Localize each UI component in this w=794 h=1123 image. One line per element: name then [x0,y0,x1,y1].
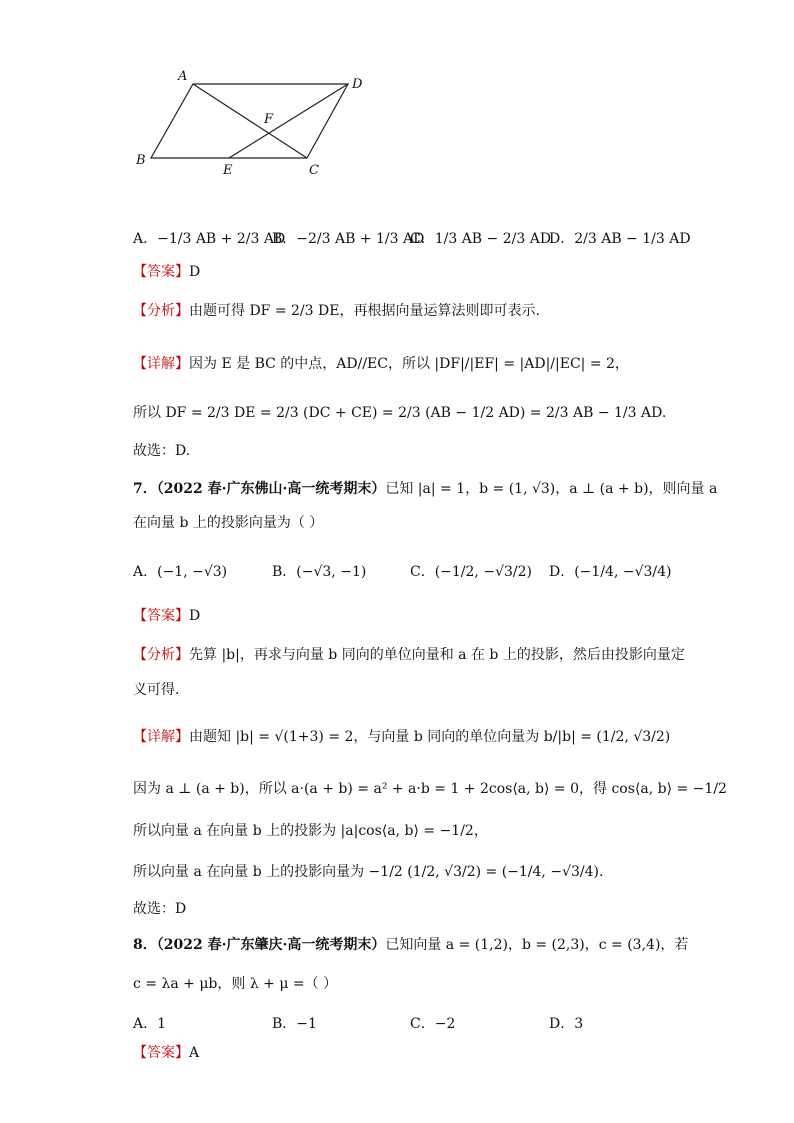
segment-de [229,84,348,158]
q6-detail-2: 所以 DF = 2/3 DE = 2/3 (DC + CE) = 2/3 (AB − 1/2 AD) = 2/3 AB − 1/3 AD. [133,405,667,421]
analysis-text: 先算 |b|，再求与向量 b 同向的单位向量和 a 在 b 上的投影，然后由投影向量定 [189,647,685,663]
q7-detail-1 [133,727,670,747]
diagonal-ac [193,84,307,158]
answer-tag: 【答案】 [133,1045,189,1061]
detail-text: 因为 E 是 BC 的中点，AD//EC，所以 |DF|/|EF| = |AD|/|EC| = 2， [189,356,629,372]
question-stem: 已知 |a| = 1，b = (1, √3)，a ⊥ (a + b)，则向量 a [385,481,718,497]
q7-conclusion: 故选：D [133,901,187,917]
question-number: 7． [133,481,157,497]
detail-tag: 【详解】 [133,356,189,372]
label-b: B [136,153,146,168]
answer-tag: 【答案】 [133,608,189,624]
q8-option-b: B．−1 [272,1016,317,1032]
q7-option-a: A．(−1, −√3) [133,564,228,580]
q6-detail-1 [133,354,629,374]
analysis-tag: 【分析】 [133,303,189,319]
q6-option-c: C．1/3 AB − 2/3 AD [410,231,552,247]
q6-conclusion: 故选：D. [133,443,191,459]
q7-detail-2: 因为 a ⊥ (a + b)，所以 a·(a + b) = a² + a·b = 1 + 2cos⟨a, b⟩ = 0，得 cos⟨a, b⟩ = −1/2 [133,781,727,797]
analysis-tag: 【分析】 [133,647,189,663]
label-c: C [309,163,319,178]
parallelogram-figure [120,60,380,185]
q8-option-c: C．−2 [410,1016,456,1032]
q7-detail-4: 所以向量 a 在向量 b 上的投影向量为 −1/2 (1/2, √3/2) = (−1/4, −√3/4). [133,864,604,880]
q6-option-a: A．−1/3 AB + 2/3 AD [133,231,286,247]
q6-option-d: D．2/3 AB − 1/3 AD [549,231,691,247]
answer-value: D [189,608,201,624]
question-number: 8． [133,937,157,953]
analysis-text: 由题可得 DF = 2/3 DE，再根据向量运算法则即可表示. [189,303,540,319]
label-f: F [264,112,274,127]
answer-value: D [189,264,201,280]
label-d: D [352,77,363,92]
detail-text: 由题知 |b| = √(1+3) = 2，与向量 b 同向的单位向量为 b/|b| = (1/2, √3/2) [189,729,671,745]
q8-option-d: D．3 [549,1016,584,1032]
detail-tag: 【详解】 [133,729,189,745]
q7-analysis-2: 义可得. [133,682,180,698]
q7-analysis-1 [133,645,685,665]
label-a: A [178,69,188,84]
q8-option-a: A．1 [133,1016,167,1032]
question-source: （2022 春·广东肇庆·高一统考期末） [156,937,386,953]
q7-stem-line-2: 在向量 b 上的投影向量为（ ） [133,515,324,531]
q8-stem-line-1 [133,935,688,955]
q6-analysis [133,301,540,321]
question-source: （2022 春·广东佛山·高一统考期末） [156,481,386,497]
q7-detail-3: 所以向量 a 在向量 b 上的投影为 |a|cos⟨a, b⟩ = −1/2， [133,823,488,839]
q7-option-d: D．(−1/4, −√3/4) [549,564,672,580]
q6-option-b: B．−2/3 AB + 1/3 AD [272,231,425,247]
answer-value: A [189,1045,200,1061]
q6-answer [133,262,200,282]
question-stem: 已知向量 a = (1,2)，b = (2,3)，c = (3,4)，若 [385,937,689,953]
q8-stem-line-2: c = λa + μb，则 λ + μ =（ ） [133,976,338,992]
q7-option-c: C．(−1/2, −√3/2) [410,564,532,580]
label-e: E [223,163,233,178]
answer-tag: 【答案】 [133,264,189,280]
q7-answer [133,606,200,626]
q7-option-b: B．(−√3, −1) [272,564,367,580]
q8-answer [133,1043,199,1063]
q7-stem-line-1 [133,479,717,499]
